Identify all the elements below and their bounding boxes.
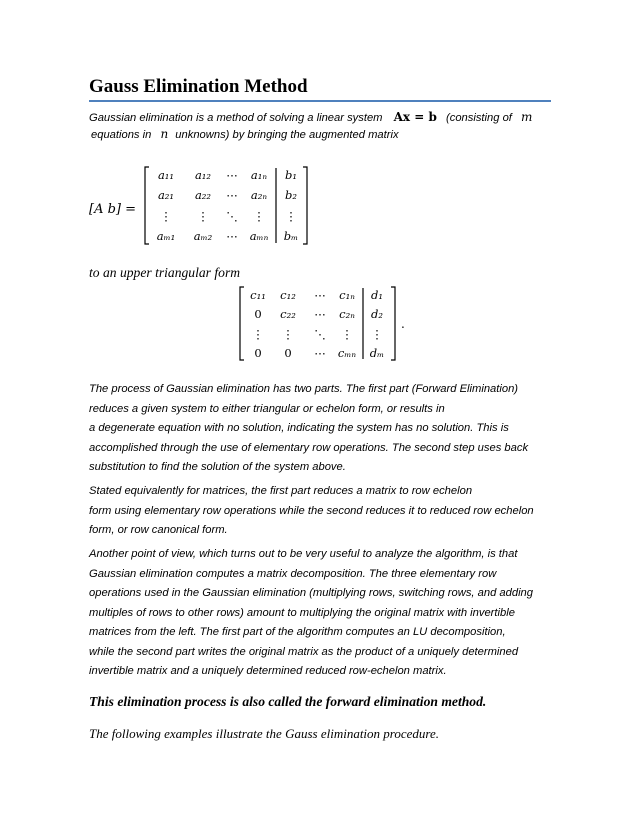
matrix-cell: aₘₙ <box>249 229 269 243</box>
paragraph-line: matrices from the left. The first part of the algorithm computes an LU decomposition, <box>89 626 506 638</box>
matrix-cell: aₘ₂ <box>193 229 213 243</box>
matrix-cell: dₘ <box>369 346 385 360</box>
matrix-cell: a₂₂ <box>194 188 212 202</box>
matrix-cell: b₁ <box>285 168 297 182</box>
page-title: Gauss Elimination Method <box>89 76 308 97</box>
matrix-cell: ⋯ <box>314 346 326 360</box>
matrix-cell: ⋯ <box>226 188 238 202</box>
paragraph-line: Another point of view, which turns out to be very useful to analyze the algorithm, is that <box>89 548 518 560</box>
paragraph-line: Gaussian elimination computes a matrix decomposition. The three elementary row <box>89 567 497 580</box>
left-bracket <box>145 167 149 244</box>
matrix-cell: ⋮ <box>197 209 209 223</box>
matrix-cell: c₁₁ <box>250 288 266 302</box>
matrix-cell: a₁₂ <box>194 168 212 182</box>
matrix-cell: bₘ <box>283 229 299 243</box>
intro-text: Gaussian elimination is a method of solving a linear system <box>89 112 383 124</box>
matrix-cell: ⋯ <box>226 168 238 182</box>
matrix-cell: b₂ <box>285 188 297 202</box>
variable-n: n <box>160 127 169 141</box>
paragraph-line: The process of Gaussian elimination has two parts. The first part (Forward Elimination) <box>89 383 519 395</box>
matrix-cell: ⋮ <box>341 327 353 341</box>
matrix-cell: c₁₂ <box>280 288 296 302</box>
matrix-cell: c₂₂ <box>280 307 296 321</box>
intro-line-2 <box>91 127 399 141</box>
paragraph-line: a degenerate equation with no solution, indicating the system has no solution. This is <box>89 422 509 434</box>
paragraph-line: substitution to find the solution of the system above. <box>89 461 346 473</box>
closing-sentence: The following examples illustrate the Gauss elimination procedure. <box>89 726 440 741</box>
matrix-cell: d₂ <box>371 307 383 321</box>
matrix-cell: a₁₁ <box>157 168 175 182</box>
matrix-cell: a₂ₙ <box>250 188 268 202</box>
matrix-cell: c₂ₙ <box>339 307 355 321</box>
matrix-cell: a₁ₙ <box>250 168 268 182</box>
matrix-cell: ⋯ <box>314 307 326 321</box>
matrix-cell: ⋮ <box>160 209 172 223</box>
matrix-cell: cₘₙ <box>337 346 357 360</box>
right-bracket <box>303 167 307 244</box>
paragraph-line: multiples of rows to other rows) amount to multiplying the original matrix with invertible <box>89 606 515 619</box>
matrix-cell: ⋱ <box>226 209 238 223</box>
intro-text: equations in <box>91 129 152 141</box>
matrix-cell: ⋯ <box>226 229 238 243</box>
paragraph-line: operations used in the Gaussian elimination (multiplying rows, switching rows, and adding <box>89 587 534 599</box>
paragraph-3 <box>89 545 559 682</box>
matrix-cell: 0 <box>254 307 262 321</box>
matrix-cell: 0 <box>284 346 292 360</box>
variable-m: m <box>521 110 533 124</box>
matrix-cell: ⋯ <box>314 288 326 302</box>
intro-line-1 <box>89 110 532 124</box>
intro-text: unknowns) by bringing the augmented matrix <box>175 129 399 141</box>
title-underline <box>89 100 551 102</box>
paragraph-1 <box>89 380 559 478</box>
paragraph-line: while the second part writes the original matrix as the product of a uniquely determined <box>89 645 519 658</box>
intro-text: (consisting of <box>446 112 512 124</box>
matrix-cell: ⋱ <box>314 327 326 341</box>
matrix-cell: d₁ <box>371 288 383 302</box>
matrix-cell: a₂₁ <box>157 188 175 202</box>
paragraph-line: Stated equivalently for matrices, the first part reduces a matrix to row echelon <box>89 485 473 497</box>
right-bracket <box>391 287 395 360</box>
matrix-cell: ⋮ <box>371 327 383 341</box>
matrix-cell: 0 <box>254 346 262 360</box>
upper-triangular-label: to an upper triangular form <box>89 265 241 280</box>
matrix-cell: c₁ₙ <box>339 288 355 302</box>
matrix-cell: ⋮ <box>252 327 264 341</box>
upper-cells <box>250 288 384 360</box>
equation-ax-b: Ax = b <box>393 110 437 124</box>
paragraph-line: invertible matrix and a uniquely determined reduced row-echelon matrix. <box>89 665 447 677</box>
paragraph-line: form, or row canonical form. <box>89 524 228 536</box>
paragraph-line: form using elementary row operations while the second reduces it to reduced row echelon <box>89 504 534 517</box>
augmented-cells <box>157 168 298 243</box>
paragraph-line: reduces a given system to either triangular or echelon form, or results in <box>89 402 445 415</box>
paragraph-2 <box>89 482 559 541</box>
matrix-cell: ⋮ <box>285 209 297 223</box>
matrix-cell: ⋮ <box>282 327 294 341</box>
trailing-period: . <box>401 317 405 331</box>
matrix-cell: ⋮ <box>253 209 265 223</box>
paragraph-line: accomplished through the use of elementary row operations. The second step uses back <box>89 441 529 454</box>
matrix-cell: aₘ₁ <box>156 229 176 243</box>
matrix-label: [A b] = <box>89 202 137 217</box>
bold-statement: This elimination process is also called the forward elimination method. <box>89 694 487 709</box>
left-bracket <box>240 287 244 360</box>
